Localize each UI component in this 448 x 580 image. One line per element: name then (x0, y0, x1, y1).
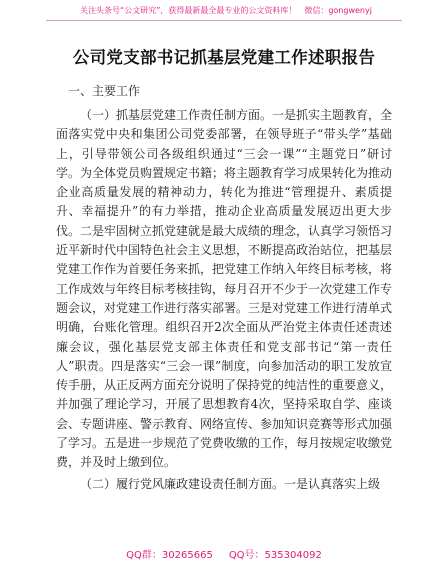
header-banner: 关注头条号“公文研究”，获得最新最全最专业的公文资料库！ 微信：gongwenyj (80, 6, 372, 15)
body-paragraph (56, 106, 392, 473)
header-divider (46, 20, 402, 21)
footer-contact (0, 546, 448, 561)
footer-qq-group: QQ群：30265665 (126, 550, 213, 561)
paragraph-text: （一）抓基层党建工作责任制方面。一是抓实主题教育，全面落实党中央和集团公司党委部署，在领导班子“带头学”基础上，引导带领公司各级组织通过“三会一课”“主题党日”研讨学。为全体党员购置规定书籍；将主题教育学习成果转化为推动企业高质量发展的精神动力，转化为推进“管理提升、素质提升、幸福提升”的有力举措，推动企业高质量发展迈出更大步伐。二是牢固树立抓党建就是最大成绩的理念，认真学习领悟习近平新时代中国特色社会主义思想，不断提高政治站位，把基层党建工作作为首要任务来抓，把党建工作纳入年终目标考核，将工作成效与年终目标考核挂钩，每月召开不少于一次党建工作专题会议，对党建工作进行落实部署。三是对党建工作进行清单式明确，台账化管理。组织召开2次全面从严治党主体责任述责述廉会议，强化基层党支部主体责任和党支部书记“第一责任人”职责。四是落实“三会一课”制度，向参加活动的职工发放宣传手册，从正反两方面充分说明了保持党的纯洁性的重要意义，并加强了理论学习，开展了思想教育4次，坚持采取自学、座谈会、专题讲座、警示教育、网络宣传、参加知识竞赛等形式加强了学习。五是进一步规范了党费收缴的工作，每月按规定收缴党费，并及时上缴到位。 (56, 108, 393, 470)
body-paragraph (56, 475, 392, 494)
document-title: 公司党支部书记抓基层党建工作述职报告 (72, 48, 376, 67)
section-heading: 一、主要工作 (68, 84, 141, 98)
document-body (56, 106, 392, 494)
paragraph-text: （二）履行党风廉政建设责任制方面。一是认真落实上级 (80, 476, 381, 491)
footer-qq: QQ号：535304092 (228, 550, 322, 561)
